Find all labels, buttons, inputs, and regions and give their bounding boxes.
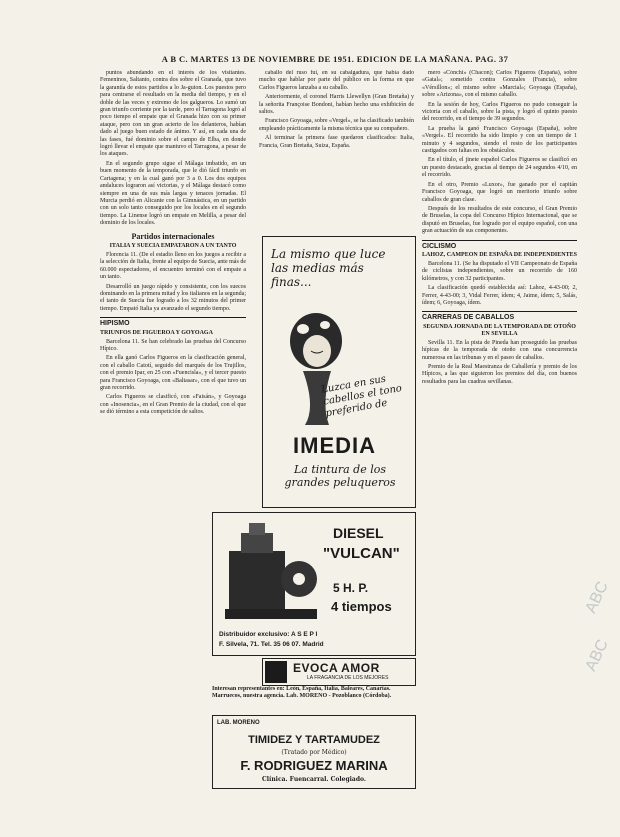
paragraph: Anteriormente, el coronel Harris Llewellyn (Gran Bretaña) y la señorita Françoise Bondoni, habían hecho una exhibición de saltos. — [259, 94, 414, 116]
advert-tagline: Luzca en sus cabellos el tono preferido de — [320, 373, 403, 420]
perfume-bottle-icon — [265, 661, 287, 683]
watermark-glyph: ABC — [582, 578, 612, 616]
engine-name: "VULCAN" — [323, 545, 400, 562]
representatives-notice: Interesan representantes en: León, España, Italia, Baleares, Canarias. Marruecos, nuestra agencia. Lab. MORENO - Pozoblanco (Córdoba). — [212, 686, 392, 699]
vulcan-advert — [212, 512, 416, 656]
evoca-advert — [262, 658, 416, 686]
watermark-glyph: ABC — [582, 636, 612, 674]
paragraph: En el otro, Premio «Luxor», fue ganado por el capitán Francisco Goyoaga, que logró un meritorio triunfo sobre caballos de gran clase. — [422, 181, 577, 203]
sport-heading: CICLISMO — [422, 240, 577, 250]
page-header: A B C. MARTES 13 DE NOVIEMBRE DE 1951. EDICION DE LA MAÑANA. PAG. 37 — [161, 54, 509, 64]
column-middle — [259, 70, 414, 230]
paragraph: Sevilla 11. En la pista de Pineda han proseguido las pruebas hípicas de la temporada de otoño con una concurrencia numerosa en las tribunas y en el paseo de caballos. — [422, 339, 577, 361]
paragraph: En el título, el jinete español Carlos Figueros se clasificó en un puesto destacado, gracias al tiempo de 24 segundos 4/10, en el recorrido. — [422, 157, 577, 179]
column-right — [422, 70, 577, 830]
paragraph: En ella ganó Carlos Figueros en la clasificación general, con el caballo Catotí, seguido del marqués de los Trujillos, con el premio Ipar, en 25 con «Fuencisla», y el tercer puesto para Francisco Goyoaga, con «Baltasar», con el que tuvo un gran recorrido. — [100, 355, 246, 392]
sport-subheading: LAHOZ, CAMPEON DE ESPAÑA DE INDEPENDIENTES — [422, 251, 577, 258]
paragraph: mero «Cónchi» (Chacon); Carlos Figueros (España), sobre «Gatal»; sometido contra Gonzales (Francia), sobre «Vérsillon»; el mismo sobre «Marcial»; Goyoaga (España), sobre «Arizona», con el mismo caballo. — [422, 70, 577, 99]
section-heading: Partidos internacionales — [131, 231, 215, 241]
clinic-subtitle: (Tratado por Médico) — [281, 749, 347, 756]
advert-brand: IMEDIA — [293, 433, 376, 458]
paragraph: Barcelona 11. Se han celebrado las pruebas del Concurso Hípico. — [100, 338, 246, 352]
distributor-line: Distribuidor exclusivo: A S E P I — [219, 631, 318, 638]
engine-power: 5 H. P. — [333, 581, 369, 595]
doctor-name: F. RODRIGUEZ MARINA — [240, 758, 388, 773]
engine-type: DIESEL — [333, 525, 384, 541]
lab-label: LAB. MORENO — [217, 720, 260, 726]
paragraph: Florencia 11. (De el estadio lleno en los juegos a recibir a la selección de Italia, frente al equipo de Suecia, ante más de 60.000 espectadores, el encuentro terminó con el empate a un tanto. — [100, 251, 246, 281]
watermark-stamp — [582, 578, 612, 820]
section-subheading: ITALIA Y SUECIA EMPATARON A UN TANTO — [109, 242, 237, 249]
paragraph: En el segundo grupo sigue el Málaga imbatido, en un buen momento de la temporada, que le dió fácil triunfo en Cartagena; y en la cual ganó por 3 a 0. Los dos equipos andaluces lograron así victorias, y el Málaga destacó como siempre en una de sus más largas y tenaces jornadas. El Murcia perdió en Alicante con la Gimnástica, en un partido con un solo tanto conseguido por los locales en el segundo tiempo. La Linense logró un empate en Melilla, a pesar del dominio de los locales. — [100, 160, 246, 227]
imedia-advert — [262, 236, 416, 508]
paragraph: puntos abundando en el interés de los visitantes. Femeninos, Saltanto, contra dos sobre el Granada, que tuvo la garantía de estos partidos a lo Ja-guion. Los puestos pero para centrarse el resultado en la media del tiempo, y en el doble de las veces y extremo de los galgueros. Lo sumó un gran triunfo corriente por la tarde, pero el Tarragona logró al poco tiempo el empate que el Granada hizo con su primer ataque, pero con un gran acierto de los delanteros, habían dado al juego buen estado de ánimo. Y así, en cada una de las fases, fué dominio sobre el campo de Elba, en donde logró llevar el empate que mantuvo el Tarragona, a pesar de los ataques. — [100, 70, 246, 158]
engine-illustration — [221, 521, 321, 625]
advert-footer: La tintura de los grandes peluqueros — [284, 463, 396, 489]
paragraph: Después de los resultados de este concurso, el Gran Premio de Bruselas, la copa del Concurso Hípico Internacional, que se disputó en Bruselas, fue logrado por el equipo español, con una gran actuación de sus componentes. — [422, 205, 577, 235]
engine-stroke: 4 tiempos — [331, 599, 392, 614]
paragraph: Carlos Figueros se clasificó, con «Faisán», y Goyoaga con «Inosencia», en el Gran Premio de la ciudad, con el que se dió término a esta competición de saltos. — [100, 394, 246, 416]
paragraph: En la sesión de hoy, Carlos Figueros no pudo conseguir la victoria con el caballo, sobre la pista, y logró el quinto puesto del recorrido, en el tiempo de 39 segundos. — [422, 101, 577, 123]
advert-brand: EVOCA AMOR — [293, 661, 380, 675]
sport-subheading: SEGUNDA JORNADA DE LA TEMPORADA DE OTOÑO EN SEVILLA — [423, 323, 576, 337]
distributor-address: F. Silvela, 71. Tel. 35 06 07. Madrid — [219, 641, 324, 648]
paragraph: La clasificación quedó establecida así: Lahoz, 4-43-00; 2, Ferrer, 4-43-00; 3, Vidal Ferrer, ídem; 4, Jaime, ídem; 5, Salás, ídem; 6, Goyoaga, ídem. — [422, 285, 577, 306]
sport-subheading: TRIUNFOS DE FIGUEROA Y GOYOAGA — [100, 329, 213, 336]
paragraph: Francisco Goyoaga, sobre «Vergel», se ha clasificado también empleando prácticamente la misma técnica que su compañero. — [259, 118, 414, 132]
sport-heading: HIPISMO — [100, 317, 246, 327]
paragraph: caballo del ruso fui, en su cabalgadura, que había dado mucho que hablar por parte del público en la forma en que Carlos Figueros lanzaba a su caballo. — [259, 70, 414, 91]
clinic-address: Clínica. Fuencarral. Colegiado. — [261, 776, 366, 783]
paragraph: Barcelona 11. (Se ha disputado el VII Campeonato de España de ciclistas independientes, sobre un recorrido de 160 kilómetros, y con 32 participantes. — [422, 260, 577, 282]
advert-subtitle: LA FRAGANCIA DE LOS MEJORES — [307, 675, 389, 681]
paragraph: La prueba la ganó Francisco Goyoaga (España), sobre «Vergel». El recorrido ha sido limpio y con un tiempo de 1 minuto y 4 segundos, siendo el resto de los participantes castigados con faltas en los obstáculos. — [422, 125, 577, 155]
sport-heading: CARRERAS DE CABALLOS — [422, 311, 577, 321]
paragraph: Premio de la Real Maestranza de Caballería y premio de los Hípicos, a las que siguieron los premios del día, con buenos resultados para las cuadras sevillanas. — [422, 364, 577, 385]
clinic-title: TIMIDEZ Y TARTAMUDEZ — [248, 734, 380, 746]
clinic-advert — [212, 715, 416, 789]
paragraph: Al terminar la primera fase quedaron clasificados: Italia, Francia, Gran Bretaña, Suiza, España. — [259, 135, 414, 149]
advert-slogan: La mismo que luce las medias más finas... — [271, 247, 386, 289]
paragraph: Desarrolló un juego rápido y consistente, con los suecos dominando en la primera mitad y los italianos en la segunda; el tanto de Suecia fue logrado a los 32 minutos del primer tiempo. Empató Italia ya avanzado el segundo tiempo. — [100, 283, 246, 312]
